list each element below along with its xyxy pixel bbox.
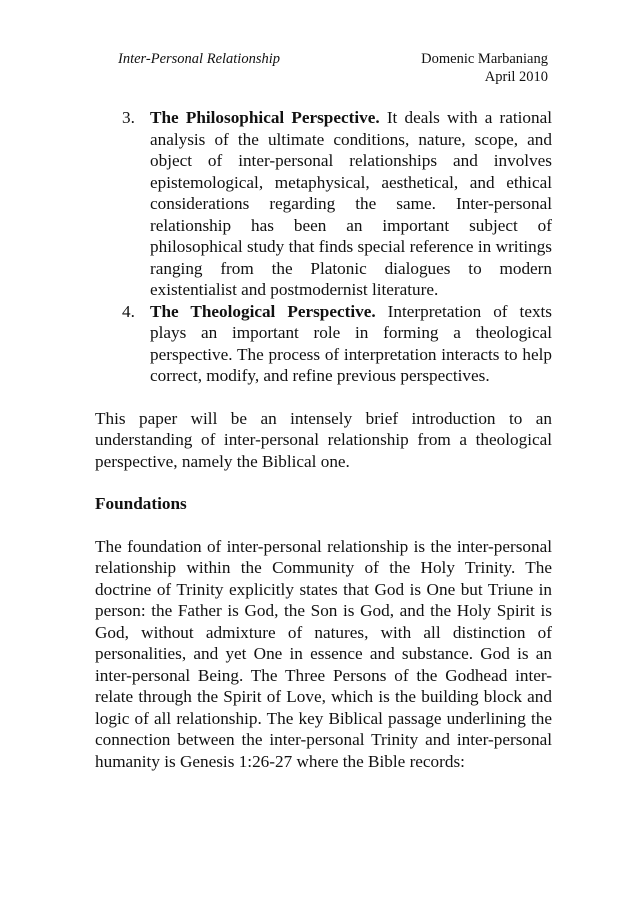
list-item-body: Interpretation of texts plays an important role in forming a theological perspective. The process of interpretation interacts to help correct, modify, and refine previous perspectives. — [150, 301, 552, 385]
list-item-philosophical — [95, 107, 552, 301]
list-item-title: The Philosophical Perspective. — [150, 108, 380, 127]
document-date: April 2010 — [484, 69, 548, 85]
list-number: 4. — [122, 301, 135, 321]
author-name: Domenic Marbaniang — [421, 51, 548, 67]
page-body — [95, 107, 552, 772]
section-heading: Foundations — [95, 494, 187, 513]
list-item-title: The Theological Perspective. — [150, 301, 376, 321]
running-title: Inter-Personal Relationship — [118, 51, 281, 67]
intro-paragraph: This paper will be an intensely brief introduction to an understanding of inter-personal relationship from a theological perspective, namely the Biblical one. — [95, 408, 552, 471]
list-item-theological — [95, 301, 552, 387]
list-item-text — [150, 107, 552, 301]
author-block — [421, 50, 548, 86]
list-item-text — [150, 301, 552, 387]
list-item-body: It deals with a rational analysis of the ultimate conditions, nature, scope, and object of inter-personal relationships and involves epistemological, metaphysical, aesthetical, and ethical considerations regarding the same. Inter-personal relationship has been an important subject of philosophical study that finds special reference in writings ranging from the Platonic dialogues to modern existentialist and postmodernist literature. — [150, 108, 552, 299]
list-number: 3. — [122, 108, 135, 127]
foundations-paragraph: The foundation of inter-personal relationship is the inter-personal relationship within the Community of the Holy Trinity. The doctrine of Trinity explicitly states that God is One but Triune in person: the Father is God, the Son is God, and the Holy Spirit is God, without admixture of natures, with all distinction of personalities, and yet One in essence and substance. God is an inter-personal Being. The Three Persons of the Godhead inter-relate through the Spirit of Love, which is the building block and logic of all relationship. The key Biblical passage underlining the connection between the inter-personal Trinity and inter-personal humanity is Genesis 1:26-27 where the Bible records: — [95, 536, 552, 771]
